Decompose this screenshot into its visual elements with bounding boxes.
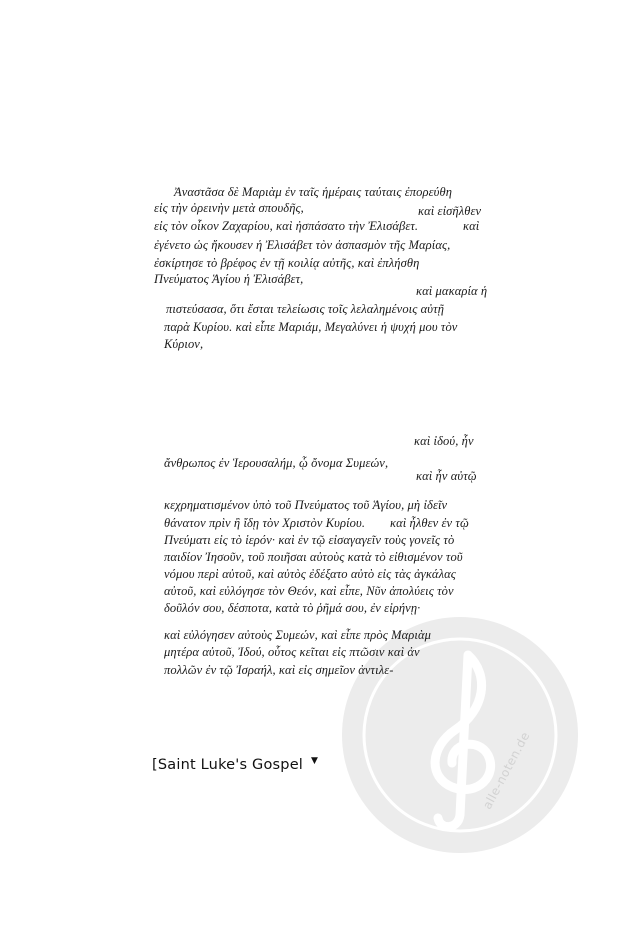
text-line: δοῦλόν σου, δέσποτα, κατὰ τὸ ῥῆμά σου, ἐν εἰρήνῃ· [164, 601, 421, 615]
watermark-text: alle-noten.de [480, 729, 533, 812]
text-line: Πνεύματι εἰς τὸ ἱερόν· καὶ ἐν τῷ εἰσαγαγεῖν τοὺς γονεῖς τὸ [164, 533, 455, 547]
text-line: θάνατον πρὶν ἢ ἴδῃ τὸν Χριστὸν Κυρίου. [164, 516, 366, 530]
text-line: μητέρα αὐτοῦ, Ἰδού, οὗτος κεῖται εἰς πτῶσιν καὶ ἀν [164, 645, 420, 659]
text-line: εἰς τὸν οἶκον Ζαχαρίου, καὶ ἠσπάσατο τὴν Ἐλισάβετ. [154, 219, 419, 233]
text-line: παιδίον Ἰησοῦν, τοῦ ποιῆσαι αὐτοὺς κατὰ τὸ εἰθισμένον τοῦ [164, 550, 463, 564]
text-line: καὶ μακαρία ἡ [416, 284, 488, 298]
text-line: καὶ [463, 219, 480, 233]
text-line: καὶ ἰδού, ἦν [414, 434, 474, 448]
annotation-mark: ▼ [311, 756, 318, 766]
text-line: αὐτοῦ, καὶ εὐλόγησε τὸν Θεόν, καὶ εἶπε, Νῦν ἀπολύεις τὸν [164, 584, 454, 598]
handwritten-annotation: [Saint Luke's Gospel [152, 757, 304, 773]
text-line: παρὰ Κυρίου. καὶ εἶπε Μαριάμ, Μεγαλύνει ἡ ψυχή μου τὸν [164, 320, 458, 334]
text-line: καὶ εὐλόγησεν αὐτοὺς Συμεών, καὶ εἶπε πρὸς Μαριὰμ [164, 628, 431, 642]
text-line: Πνεύματος Ἁγίου ἡ Ἐλισάβετ, [154, 272, 304, 286]
text-line: καὶ εἰσῆλθεν [418, 204, 482, 218]
text-line: καὶ ἦλθεν ἐν τῷ [390, 516, 469, 530]
text-line: πολλῶν ἐν τῷ Ἰσραήλ, καὶ εἰς σημεῖον ἀντιλε- [164, 663, 394, 677]
text-line: καὶ ἦν αὐτῷ [416, 469, 477, 483]
text-line: κεχρηματισμένον ὑπὸ τοῦ Πνεύματος τοῦ Ἁγίου, μὴ ἰδεῖν [164, 498, 448, 512]
text-line: Κύριον, [164, 337, 204, 351]
text-line: ἐσκίρτησε τὸ βρέφος ἐν τῇ κοιλίᾳ αὐτῆς, καὶ ἐπλήσθη [154, 256, 420, 270]
text-line: Ἀναστᾶσα δὲ Μαριὰμ ἐν ταῖς ἡμέραις ταύταις ἐπορεύθη [174, 185, 453, 199]
text-line: πιστεύσασα, ὅτι ἔσται τελείωσις τοῖς λελαλημένοις αὐτῇ [166, 302, 445, 316]
text-line: ἄνθρωπος ἐν Ἱερουσαλήμ, ᾧ ὄνομα Συμεών, [164, 456, 389, 470]
text-line: εἰς τὴν ὀρεινὴν μετὰ σπουδῆς, [154, 201, 304, 215]
text-line: ἐγένετο ὡς ἤκουσεν ἡ Ἐλισάβετ τὸν ἀσπασμὸν τῆς Μαρίας, [154, 238, 451, 252]
text-line: νόμου περὶ αὐτοῦ, καὶ αὐτὸς ἐδέξατο αὐτὸ εἰς τὰς ἀγκάλας [164, 567, 456, 581]
